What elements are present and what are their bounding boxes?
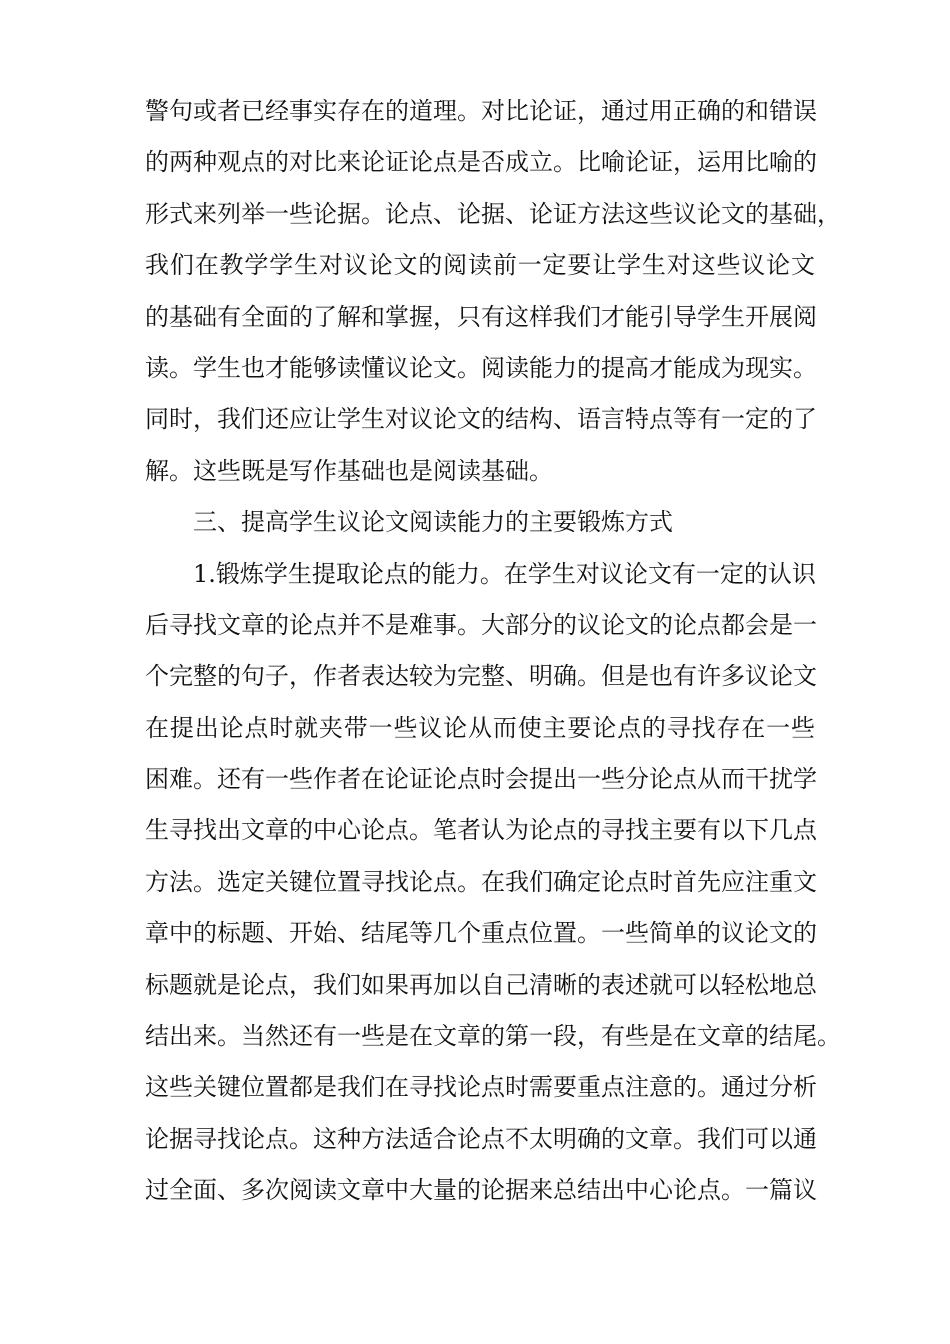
- text-line: 困难。还有一些作者在论证论点时会提出一些分论点从而干扰学: [145, 765, 817, 794]
- body-text: [145, 86, 841, 1217]
- text-line: 同时，我们还应让学生对议论文的结构、语言特点等有一定的了: [145, 405, 817, 434]
- section-heading: 三、提高学生议论文阅读能力的主要锻炼方式: [193, 508, 673, 537]
- text-line: 警句或者已经事实存在的道理。对比论证，通过用正确的和错误: [145, 97, 817, 125]
- text-line: 形式来列举一些论据。论点、论据、论证方法这些议论文的基础，: [145, 199, 841, 228]
- text-line: 标题就是论点，我们如果再加以自己清晰的表述就可以轻松地总: [145, 970, 817, 999]
- text-line: 后寻找文章的论点并不是难事。大部分的议论文的论点都会是一: [145, 610, 817, 639]
- text-line: 在提出论点时就夹带一些议论从而使主要论点的寻找存在一些: [145, 713, 815, 742]
- text-line: 1.锻炼学生提取论点的能力。在学生对议论文有一定的认识: [193, 559, 816, 588]
- text-line: 我们在教学学生对议论文的阅读前一定要让学生对这些议论文: [145, 251, 815, 280]
- text-line: 这些关键位置都是我们在寻找论点时需要重点注意的。通过分析: [145, 1073, 817, 1102]
- text-line: 解。这些既是写作基础也是阅读基础。: [145, 456, 553, 485]
- text-line: 读。学生也才能够读懂议论文。阅读能力的提高才能成为现实。: [145, 353, 817, 382]
- text-line: 章中的标题、开始、结尾等几个重点位置。一些简单的议论文的: [145, 919, 817, 948]
- text-line: 论据寻找论点。这种方法适合论点不太明确的文章。我们可以通: [145, 1124, 817, 1153]
- text-line: 的基础有全面的了解和掌握，只有这样我们才能引导学生开展阅: [145, 302, 817, 331]
- text-line: 个完整的句子，作者表达较为完整、明确。但是也有许多议论文: [145, 662, 817, 691]
- text-line: 生寻找出文章的中心论点。笔者认为论点的寻找主要有以下几点: [145, 816, 817, 845]
- text-line: 的两种观点的对比来论证论点是否成立。比喻论证，运用比喻的: [145, 148, 817, 177]
- text-line: 方法。选定关键位置寻找论点。在我们确定论点时首先应注重文: [145, 867, 817, 896]
- text-line: 结出来。当然还有一些是在文章的第一段，有些是在文章的结尾。: [145, 1022, 841, 1051]
- text-line: 过全面、多次阅读文章中大量的论据来总结出中心论点。一篇议: [145, 1176, 817, 1205]
